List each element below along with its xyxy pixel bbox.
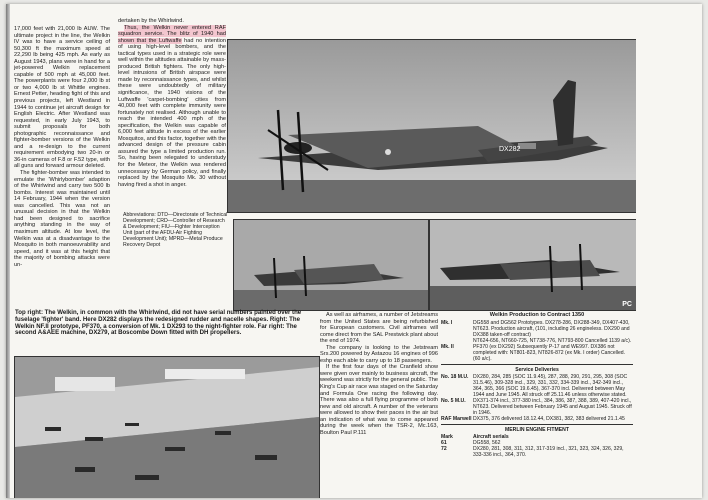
middle-paragraph-0: dertaken by the Whirlwind. bbox=[118, 18, 184, 24]
airfield-paragraph-2: The company is looking to the Jetstream Srs.200 powered by Astazou 16 engines of 996 eshp each able to carry up to 18 passengers. bbox=[320, 344, 438, 364]
left-paragraph-1: 17,000 feet with 21,000 lb AUW. The ultimate project in the line, the Welkin IV was to have a service ceiling of 50,300 ft the maximum speed at 22,290 lb being 425 mph. As early as August 1943, plans were in hand for a jet-powered Welkin replacement capable of 500 mph at 45,000 feet. The powerplants were four 2,000 lb st or two 4,000 lb st Whittle engines. Ernest Petter, heading fight of this and previous projects, left Westland in 1944 to continue jet aircraft design for English Electric. After Westland was requested, in early July 1943, to submit proposals for both photographic reconnaissance and fighter-bomber versions of the Welkin and a re-design to the current requirement embodying two 20-in or 36-in cameras of F.8 or F.52 type, with all guns and forward armour deleted. bbox=[14, 26, 110, 170]
left-text-column bbox=[14, 26, 110, 268]
welkin-nf2-photo bbox=[233, 219, 429, 311]
service-row: No. 18 M.U. DX280, 284, 285 (SOC 11.9.45), 287, 288, 290, 291, 295, 308 (SOC 31.5.46), 309-328 incl., 329, 331, 332, 334-339 incl., 342-349 incl., 364, 365, 366 (SOC 19.6.45), 367-370 incl. Delivered between May 1944 and June 1945. All struck off 25.11.46 unless otherwise stated. bbox=[441, 374, 628, 398]
highlighted-text: Thus, the Welkin never entered RAF squadron service. The blitz of 1940 had shown that the Luftwaffe bbox=[118, 24, 226, 44]
aircraft-serial-label: DX282 bbox=[499, 146, 521, 153]
table-row: Mk. I DG558 and DG562 Prototypes. DX278-286, DX288-349, DX407-430, NT623. Production aircraft, (101, including 26 engineless. DX290 and DX388 taken-off contract) bbox=[441, 320, 630, 338]
welkin-production-table bbox=[441, 312, 633, 498]
airfield-paragraphs bbox=[320, 312, 438, 436]
welkin-dx279-photo bbox=[429, 219, 637, 311]
airfield-paragraph-1: As well as airframes, a number of Jetstreams from the United States are being refurbished for European customers. Civil airframes will come direct from the SAL Prestwick plant about the end of 1974. bbox=[320, 312, 438, 345]
middle-text-column bbox=[118, 18, 226, 188]
airfield-illustration bbox=[15, 357, 319, 498]
service-row: No. 5 M.U. DX371-374 incl., 377-380 incl., 384, 386, 387, 388, 389, 407-420 incl., NT623. Delivered between February 1945 and August 1945. Struck off in 1946. bbox=[441, 398, 632, 416]
service-row: RAF Marwell DX375, 376 delivered 18.12.44, DX381, 382, 383 delivered 21.1.45 bbox=[441, 416, 625, 422]
airfield-photo bbox=[14, 356, 320, 498]
middle-paragraph-1: had no intention of using high-level bombers, and the tactical types used in a strategic role were well within the altitudes attainable by mass-produced British fighters. The only high-level intrusions of British airspace were made by reconnaissance types, and whilst these were undoubtedly of military significance, the 1940 visions of the Luftwaffe 'carpet-bombing' cities from 40,000 feet with complete immunity were fortunately not realised. Although unable to reach the intended 400 mph of the specification, the Welkin was capable of 6,000 feet altitude in excess of the earlier Mosquitos, and this factor, together with the advanced design of the pressure cabin assured the type a limited production run. So, having been relegated to understudy for the Meteor, the Welkin was rendered unnecessary by German policy, and finally replaced by the Mosquito Mk. 30 without having fired a shot in anger. bbox=[118, 37, 226, 188]
table-divider bbox=[441, 364, 633, 365]
table-divider bbox=[441, 424, 633, 425]
engine-table-header: Mark Aircraft serials bbox=[441, 434, 509, 440]
welkin-dx279-illustration bbox=[430, 220, 636, 310]
engine-row: 72 DX280, 281, 308, 311, 312, 317-319 incl., 321, 323, 324, 326, 329, 333-336 incl., 364, 370. bbox=[441, 446, 624, 458]
table-row: NT624-656, NT660-725, NT738-776, NT793-800 Cancelled 1139 a/c). bbox=[473, 338, 632, 344]
engine-row: 61 DG558, 562 bbox=[441, 440, 501, 446]
welkin-aircraft-illustration bbox=[228, 40, 636, 212]
airfield-paragraph-3: If the first four days of the Cranfield show were given over mainly to business aircraft, the weekend was strictly for the general public. The King's Cup air race was staged on the Saturday and Formula One racing the following day. There was also a full flying programme of both new and old aircraft. A number of the veterans were allowed to show their paces in the air but an indication of what was to come appeared during the week when the TSR-2, Mc.163, Boulton Paul P.111 bbox=[320, 364, 438, 436]
service-deliveries-title: Service Deliveries bbox=[515, 367, 559, 373]
left-paragraph-2: The fighter-bomber was intended to emulate the 'Whirlybomber' adaption of the Whirlwind and carry two 500 lb bombs. Interest was maintained until 14 February, 1944 when the version was cancelled. This was not an unusual decision in that the Welkin had been designed to sacrifice anything standing in the way of maximum altitude. At low level, the Welkin was at a disadvantage to the Mosquito in both manoeuvrability and speed, and it was at this height that the majority of bombing attacks were un- bbox=[14, 170, 110, 268]
photo-credit: PC bbox=[622, 301, 632, 308]
engine-fitment-title: MERLIN ENGINE FITMENT bbox=[505, 427, 569, 433]
photo-caption: Top right: The Welkin, in common with the Whirlwind, did not have serial numbers painted over the fuselage 'fighter' band. Here DX282 displays the redesigned rudder and nacelle shapes. Right: The Welkin NF.II prototype, PF370, a conversion of Mk. 1 DX293 to the night-fighter role. Far right: The second A&AEE machine, DX279, at Boscombe Down fitted with DH propellers. bbox=[15, 309, 302, 337]
magazine-page bbox=[6, 4, 702, 498]
welkin-main-photo bbox=[227, 39, 637, 213]
table-row: Mk. II PF370 (ex DX292) Subsequently P-17 and WE997. DX386 not completed with: NT801-823, NT826-872 (ex Mk. I order) Cancelled. (60 a/c). bbox=[441, 344, 626, 362]
table-title: Welkin Production to Contract 1350 bbox=[489, 312, 585, 318]
welkin-nf2-illustration bbox=[234, 220, 428, 310]
binding-edge bbox=[6, 4, 10, 498]
abbreviations-note: Abbreviations: DTD—Directorate of Technical Development; CRD—Controller of Research & Development; FIU—Fighter Interception Unit (part of the AFDU-Air Fighting Development Unit); MPRD—Metal Produce Recovery Depot bbox=[123, 212, 228, 248]
page-margin bbox=[636, 4, 702, 498]
